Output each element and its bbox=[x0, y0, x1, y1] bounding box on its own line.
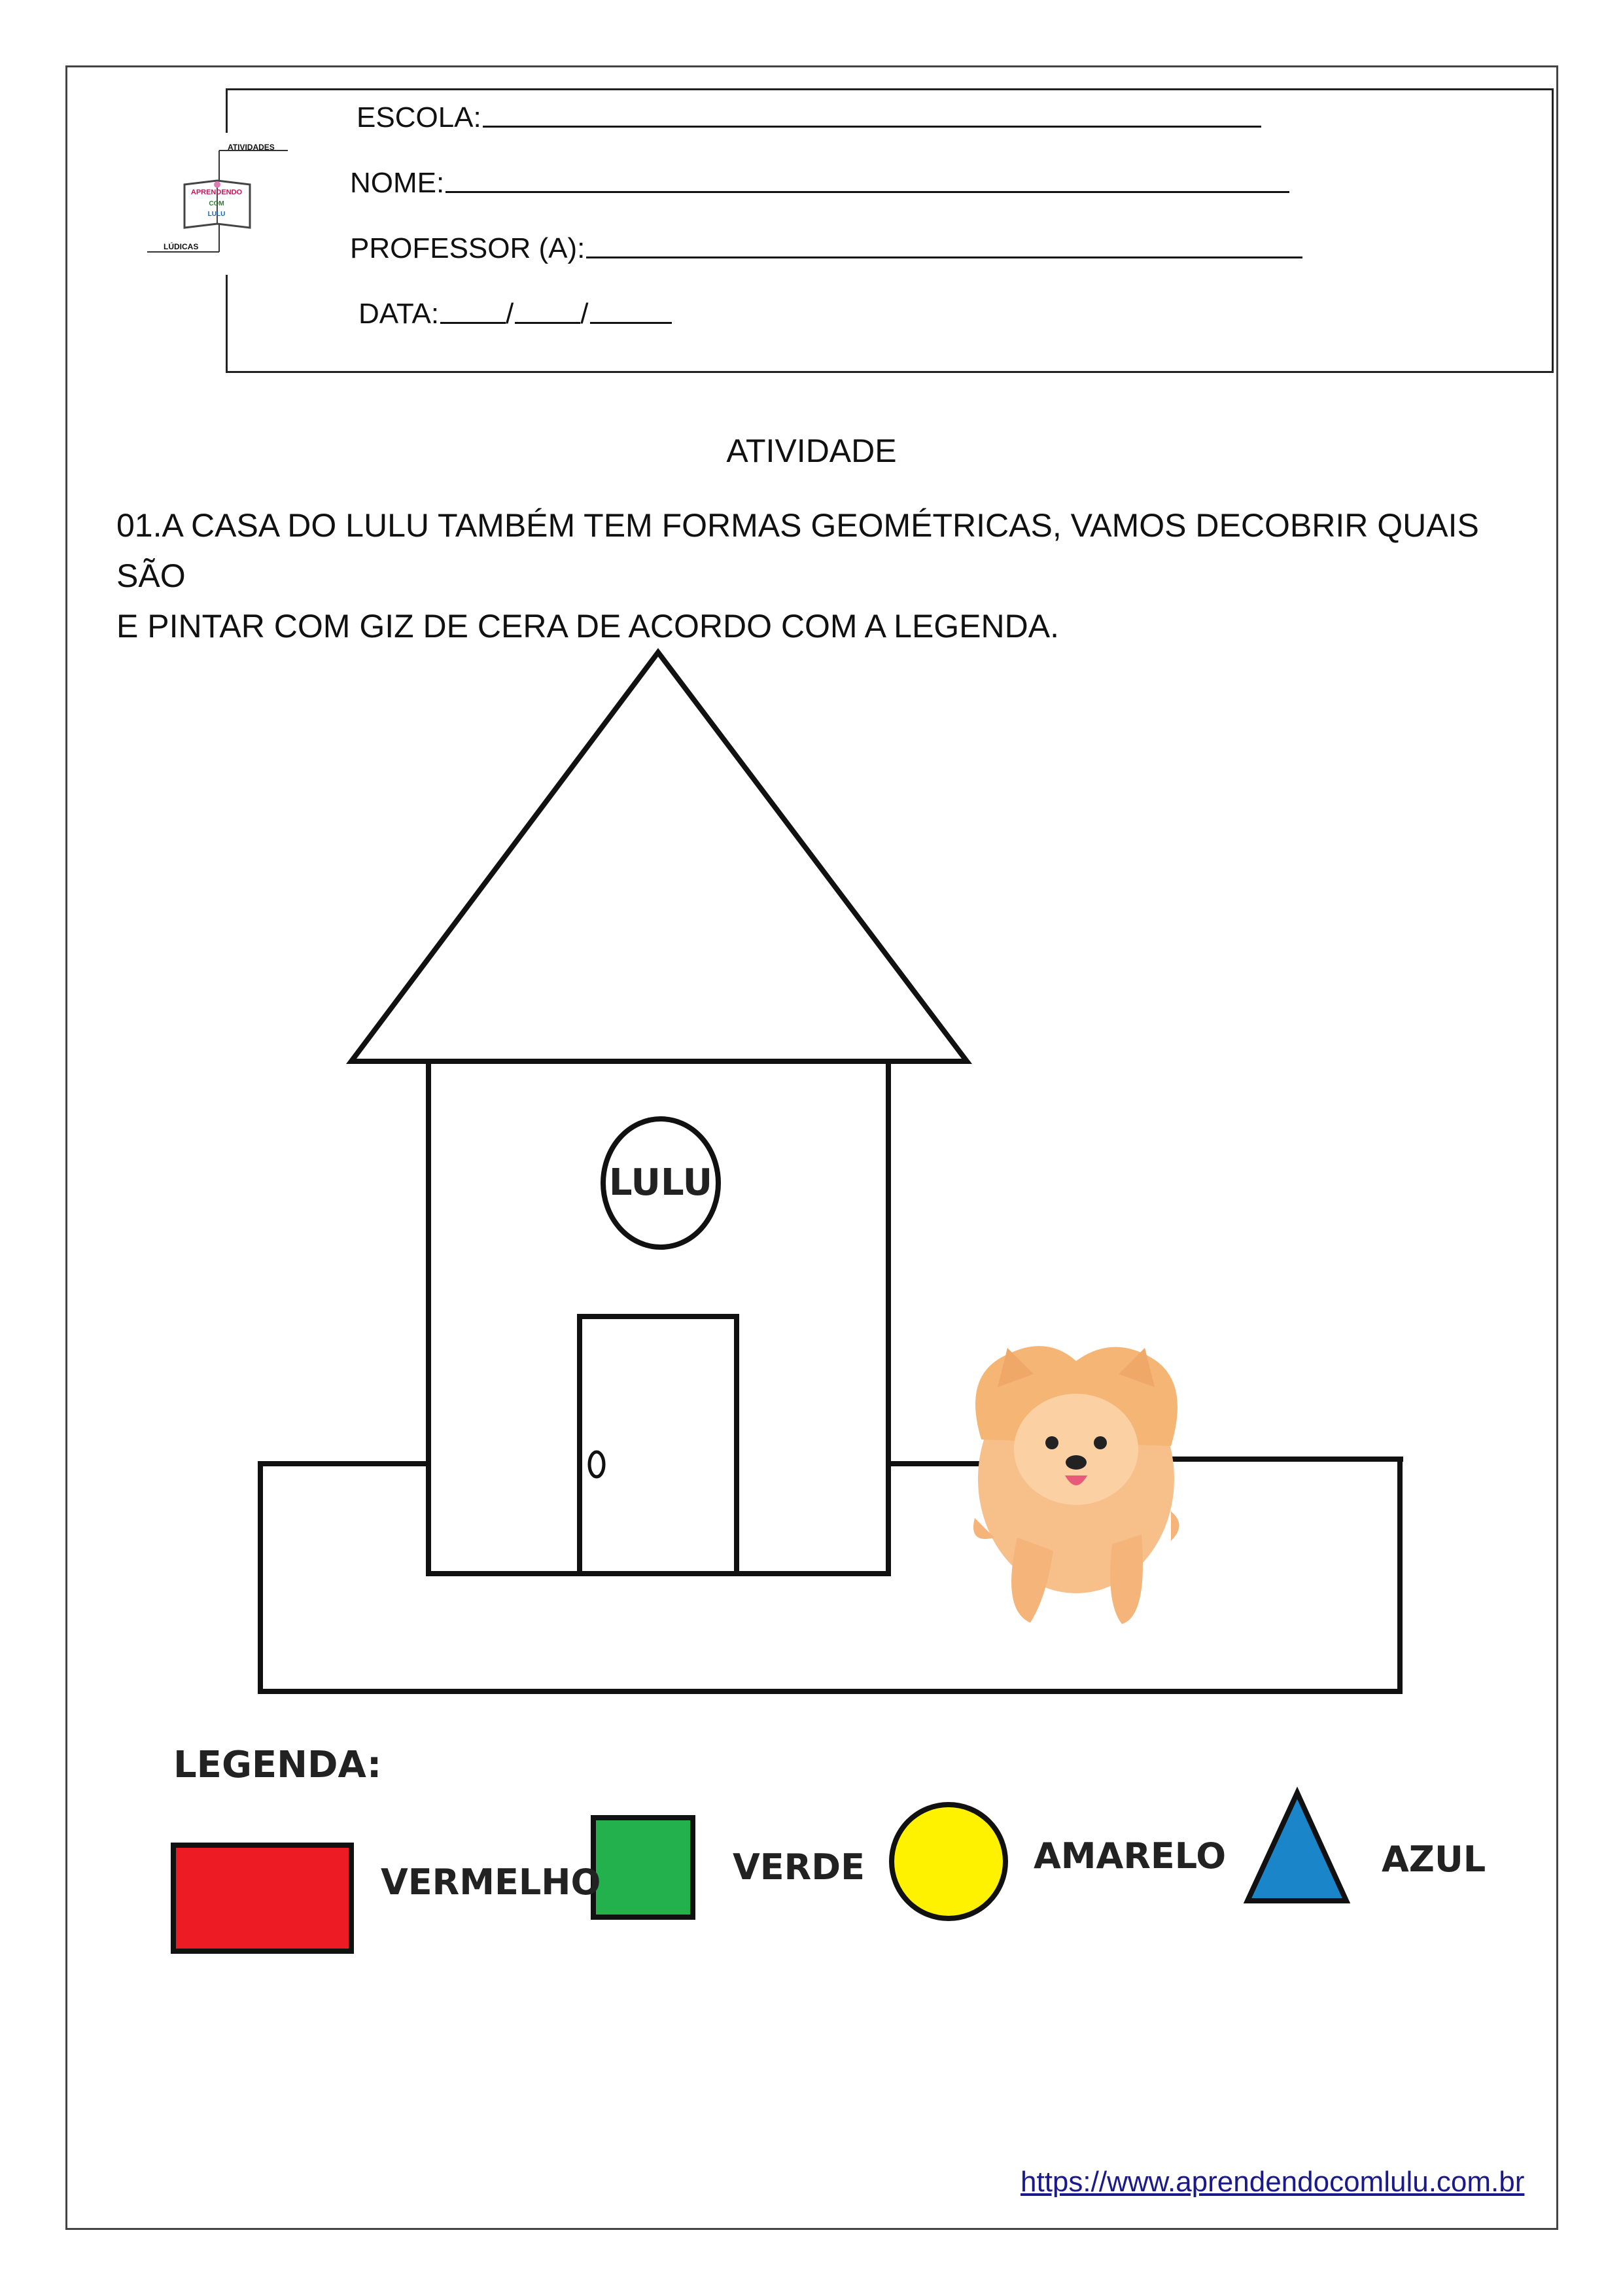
sign-text: LULU bbox=[608, 1161, 713, 1204]
logo-line3: LULU bbox=[207, 211, 226, 218]
legend-label-red: VERMELHO bbox=[381, 1862, 601, 1903]
date-separator-2: / bbox=[580, 298, 589, 330]
door-knob bbox=[589, 1452, 604, 1477]
legend-yellow-circle bbox=[892, 1805, 1005, 1918]
door-rectangle[interactable] bbox=[580, 1316, 737, 1574]
legend-green-square bbox=[593, 1818, 693, 1917]
teacher-label: PROFESSOR (A): bbox=[350, 232, 585, 264]
date-label: DATA: bbox=[358, 298, 440, 330]
legend-blue-triangle bbox=[1248, 1793, 1346, 1901]
name-label: NOME: bbox=[350, 167, 445, 199]
dog-image bbox=[973, 1346, 1179, 1624]
logo-top-label: ATIVIDADES bbox=[228, 143, 275, 152]
activity-title: ATIVIDADE bbox=[726, 433, 897, 469]
roof-triangle[interactable] bbox=[351, 652, 967, 1061]
footer-link[interactable]: https://www.aprendendocomlulu.com.br bbox=[1021, 2166, 1525, 2198]
instruction-line-2: E PINTAR COM GIZ DE CERA DE ACORDO COM A LEGENDA. bbox=[116, 608, 1059, 645]
legend-label-blue: AZUL bbox=[1382, 1839, 1486, 1880]
logo-line1: APRENDENDO bbox=[190, 188, 243, 196]
legend-label-yellow: AMARELO bbox=[1034, 1835, 1227, 1877]
legend-label-green: VERDE bbox=[733, 1846, 865, 1888]
instruction-line-1: 01.A CASA DO LULU TAMBÉM TEM FORMAS GEOMÉTRICAS, VAMOS DECOBRIR QUAIS SÃO bbox=[116, 507, 1479, 594]
school-label: ESCOLA: bbox=[357, 101, 481, 133]
logo-bottom-label: LÚDICAS bbox=[164, 242, 199, 251]
logo-line2: COM bbox=[209, 200, 224, 207]
date-separator-1: / bbox=[506, 298, 514, 330]
legend-title: LEGENDA: bbox=[173, 1744, 382, 1786]
legend-red-rectangle bbox=[173, 1845, 351, 1951]
